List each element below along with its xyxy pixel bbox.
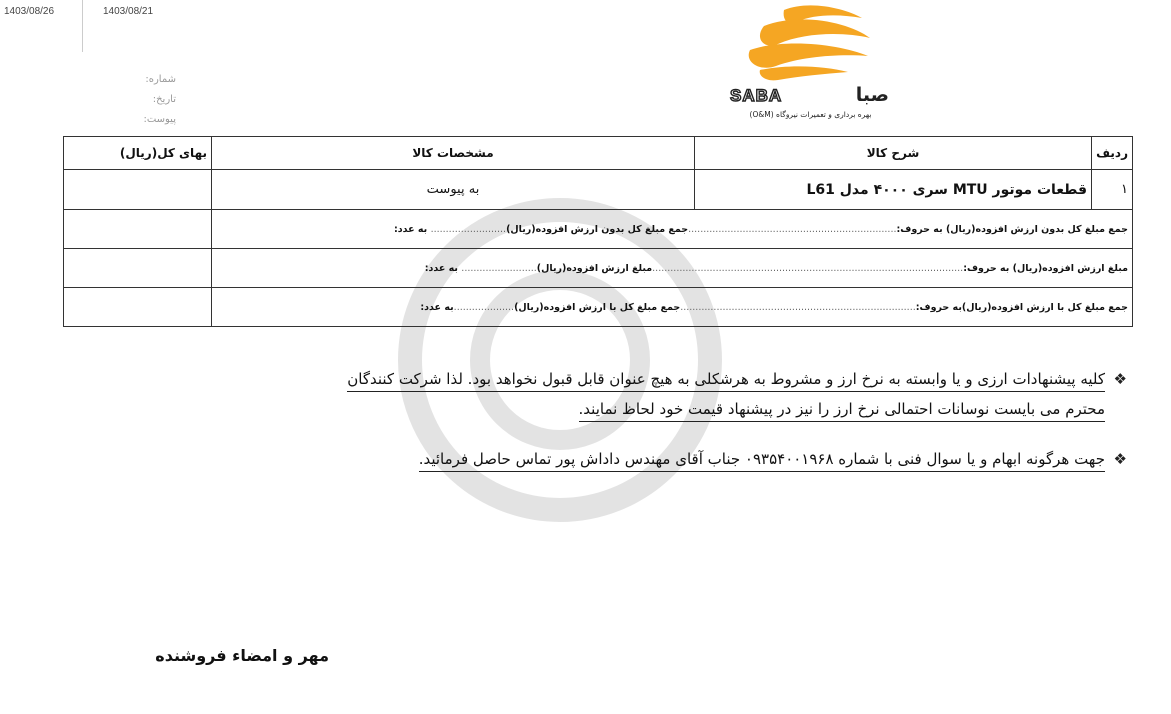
meta-number-label: شماره:	[145, 74, 176, 85]
logo-latin-text: SABA	[730, 86, 783, 105]
summary-total-words: جمع مبلغ کل با ارزش افزوده(ریال)به حروف:	[915, 301, 1128, 313]
note-currency-line2: محترم می بایست نوسانات احتمالی نرخ ارز را نیز در پیشنهاد قیمت خود لحاظ نمایند.	[579, 400, 1105, 422]
note-currency	[205, 364, 1127, 424]
date-stamp-1: 1403/08/26	[4, 6, 55, 17]
note-currency-line1: کلیه پیشنهادات ارزی و یا وابسته به نرخ ارز و مشروط به هرشکلی به هیچ عنوان قابل قبول نخواهد بود. لذا شرکت کنندگان	[347, 370, 1105, 392]
notes-section	[205, 364, 1127, 474]
header-row-number: ردیف	[1092, 137, 1133, 170]
logo-wordmark	[728, 84, 893, 108]
document-meta	[131, 71, 176, 131]
table-row	[64, 170, 1133, 210]
row-description: قطعات موتور MTU سری ۴۰۰۰ مدل L61	[695, 170, 1092, 210]
header-total: بهای کل(ریال)	[64, 137, 212, 170]
row-total	[64, 170, 212, 210]
logo-subtitle: بهره برداری و تعمیرات نیروگاه (O&M)	[749, 110, 872, 119]
summary-total-number: به عدد:	[420, 301, 454, 313]
summary-row-vat	[64, 249, 1133, 288]
summary-vat-label: مبلغ ارزش افزوده(ریال) به حروف:.......................................................................................................مبلغ ارزش افزوده(ریال)......................... به عدد:	[212, 249, 1133, 288]
items-table	[63, 136, 1133, 327]
logo-swoosh-icon	[744, 4, 874, 82]
summary-row-subtotal	[64, 210, 1133, 249]
summary-vat-title: مبلغ ارزش افزوده(ریال)	[536, 262, 653, 274]
meta-date-label: تاریخ:	[152, 94, 176, 105]
row-number: ۱	[1092, 170, 1133, 210]
diamond-bullet-icon: ❖	[1113, 450, 1127, 468]
summary-total-value	[64, 288, 212, 327]
row-specification: به پیوست	[212, 170, 695, 210]
date-stamp-2: 1403/08/21	[103, 6, 154, 17]
summary-subtotal-title: جمع مبلغ کل بدون ارزش افزوده(ریال)	[506, 223, 689, 235]
summary-total-title: جمع مبلغ کل با ارزش افزوده(ریال)	[514, 301, 681, 313]
divider	[82, 0, 83, 52]
note-contact-line1: جهت هرگونه ابهام و یا سوال فنی با شماره ۰۹۳۵۴۰۰۱۹۶۸ جناب آقای مهندس داداش پور تماس حاصل فرمائید.	[419, 450, 1105, 472]
note-contact	[205, 444, 1127, 474]
summary-row-total	[64, 288, 1133, 327]
summary-vat-words: مبلغ ارزش افزوده(ریال) به حروف:	[963, 262, 1128, 274]
seller-signature-label: مهر و امضاء فروشنده	[155, 646, 329, 665]
logo-persian-text: صبا	[855, 84, 889, 106]
summary-vat-value	[64, 249, 212, 288]
header-description: شرح کالا	[695, 137, 1092, 170]
summary-total-label: جمع مبلغ کل با ارزش افزوده(ریال)به حروف:..............................................................................جمع مبلغ کل با ارزش افزوده(ریال)....................به عدد:	[212, 288, 1133, 327]
company-logo	[728, 4, 893, 124]
header-specification: مشخصات کالا	[212, 137, 695, 170]
summary-vat-number: به عدد:	[424, 262, 462, 274]
diamond-bullet-icon: ❖	[1113, 370, 1127, 388]
table-header-row	[64, 137, 1133, 170]
meta-attachment-label: پیوست:	[143, 114, 176, 125]
summary-subtotal-value	[64, 210, 212, 249]
summary-subtotal-words: جمع مبلغ کل بدون ارزش افزوده(ریال) به حروف:	[896, 223, 1128, 235]
summary-subtotal-label: جمع مبلغ کل بدون ارزش افزوده(ریال) به حروف:.....................................................................جمع مبلغ کل بدون ارزش افزوده(ریال)......................... به عدد:	[212, 210, 1133, 249]
summary-subtotal-number: به عدد:	[393, 223, 431, 235]
